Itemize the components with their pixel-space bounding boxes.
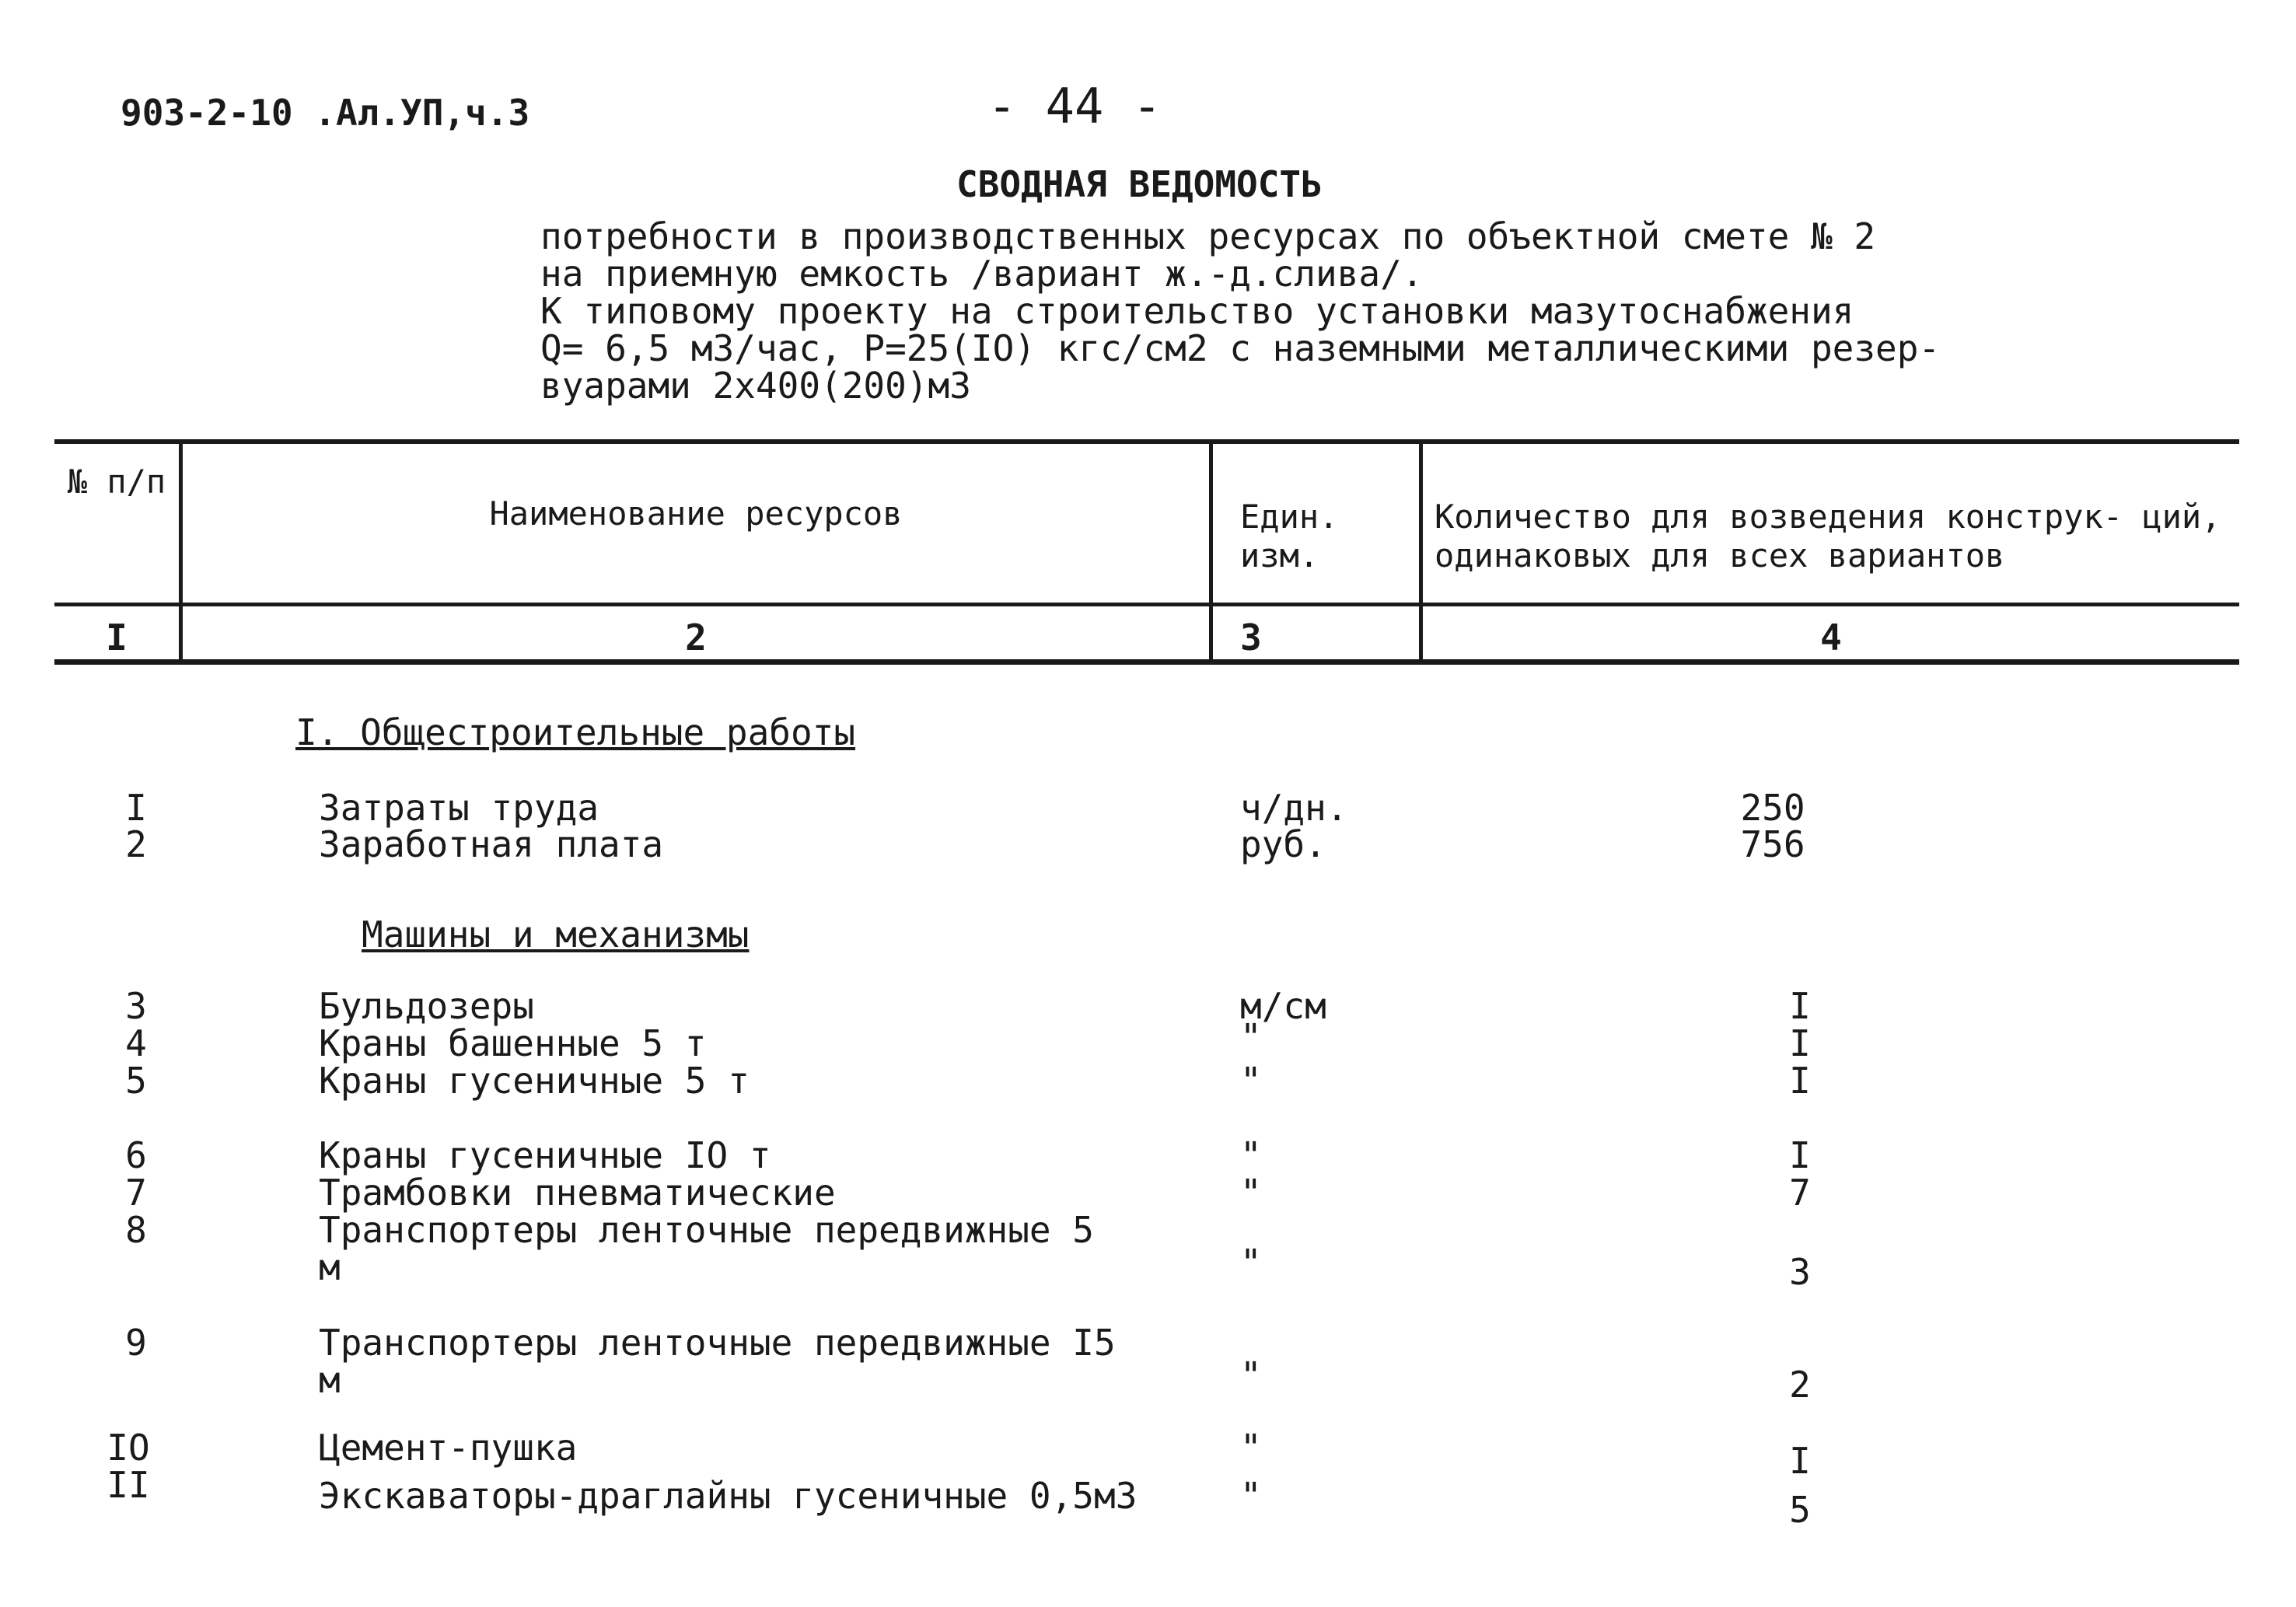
document-code: 903-2-10 .Ал.УП,ч.3 xyxy=(121,92,530,134)
header-number: № п/п xyxy=(67,463,166,501)
row-name: Цемент-пушка xyxy=(319,1427,578,1469)
description-line: потребности в производственных ресурсах по объектной смете № 2 xyxy=(540,215,1876,257)
row-quantity: 2 xyxy=(1789,1364,1811,1406)
row-quantity: I xyxy=(1789,985,1811,1027)
row-unit: " xyxy=(1240,1354,1262,1396)
column-number: 3 xyxy=(1240,617,1262,659)
row-name: Заработная плата xyxy=(319,823,664,865)
row-unit: руб. xyxy=(1240,823,1326,865)
column-number: 2 xyxy=(685,617,707,659)
row-unit: " xyxy=(1240,1134,1262,1176)
description-line: К типовому проекту на строительство установки мазутоснабжения xyxy=(540,290,1854,332)
column-number: 4 xyxy=(1820,617,1842,659)
row-number: 4 xyxy=(125,1022,147,1064)
row-quantity: I xyxy=(1789,1022,1811,1064)
row-unit: " xyxy=(1240,1172,1262,1214)
document-description xyxy=(540,215,1941,407)
description-line: вуарами 2х400(200)м3 xyxy=(540,365,971,407)
description-line: на приемную емкость /вариант ж.-д.слива/. xyxy=(540,253,1424,295)
column-numbers-rule xyxy=(54,659,2239,665)
row-unit: ч/дн. xyxy=(1240,787,1348,829)
row-number: 3 xyxy=(125,985,147,1027)
column-divider xyxy=(1209,439,1213,665)
section-title: I. Общестроительные работы xyxy=(295,711,856,753)
row-number: 6 xyxy=(125,1134,147,1176)
row-name: Краны гусеничные IO т xyxy=(319,1134,771,1176)
row-number: 9 xyxy=(125,1322,147,1364)
row-number: 2 xyxy=(125,823,147,865)
row-name: Краны башенные 5 т xyxy=(319,1022,707,1064)
document-title: СВОДНАЯ ВЕДОМОСТЬ xyxy=(956,163,1323,205)
column-number: I xyxy=(106,617,128,659)
row-quantity: 5 xyxy=(1789,1489,1811,1531)
column-divider xyxy=(179,439,183,665)
row-number: II xyxy=(107,1464,150,1506)
row-number: 8 xyxy=(125,1209,147,1251)
row-unit: " xyxy=(1240,1427,1262,1469)
row-name: Транспортеры ленточные передвижные 5 м xyxy=(319,1209,1094,1288)
row-unit: " xyxy=(1240,1060,1262,1102)
table-top-rule xyxy=(54,439,2239,444)
header-quantity: Количество для возведения конструк- ций, одинаковых для всех вариантов xyxy=(1435,498,2221,575)
header-resource-name: Наименование ресурсов xyxy=(489,494,903,533)
row-name: Бульдозеры xyxy=(319,985,534,1027)
row-unit: " xyxy=(1240,1242,1262,1284)
row-quantity: 7 xyxy=(1789,1172,1811,1214)
row-quantity: 756 xyxy=(1740,823,1805,865)
row-number: I xyxy=(125,787,147,829)
column-divider xyxy=(1419,439,1423,665)
row-name: Затраты труда xyxy=(319,787,599,829)
row-unit: " xyxy=(1240,1475,1262,1517)
row-name: Трамбовки пневматические xyxy=(319,1172,836,1214)
row-name: Транспортеры ленточные передвижные I5 м xyxy=(319,1322,1116,1401)
row-quantity: I xyxy=(1789,1134,1811,1176)
row-quantity: I xyxy=(1789,1440,1811,1482)
row-number: 5 xyxy=(125,1060,147,1102)
row-unit: м/см xyxy=(1240,985,1326,1027)
header-unit: Един. изм. xyxy=(1240,498,1339,575)
row-name: Экскаваторы-драглайны гусеничные 0,5м3 xyxy=(319,1475,1138,1517)
row-number: IO xyxy=(107,1427,150,1469)
row-quantity: 3 xyxy=(1789,1251,1811,1293)
section-title: Машины и механизмы xyxy=(362,914,750,955)
page-number: - 44 - xyxy=(987,78,1162,134)
row-unit: " xyxy=(1240,1016,1262,1058)
row-name: Краны гусеничные 5 т xyxy=(319,1060,750,1102)
row-number: 7 xyxy=(125,1172,147,1214)
row-quantity: I xyxy=(1789,1060,1811,1102)
header-bottom-rule xyxy=(54,603,2239,606)
row-quantity: 250 xyxy=(1740,787,1805,829)
description-line: Q= 6,5 м3/час, Р=25(IO) кгс/см2 с наземными металлическими резер- xyxy=(540,327,1941,369)
